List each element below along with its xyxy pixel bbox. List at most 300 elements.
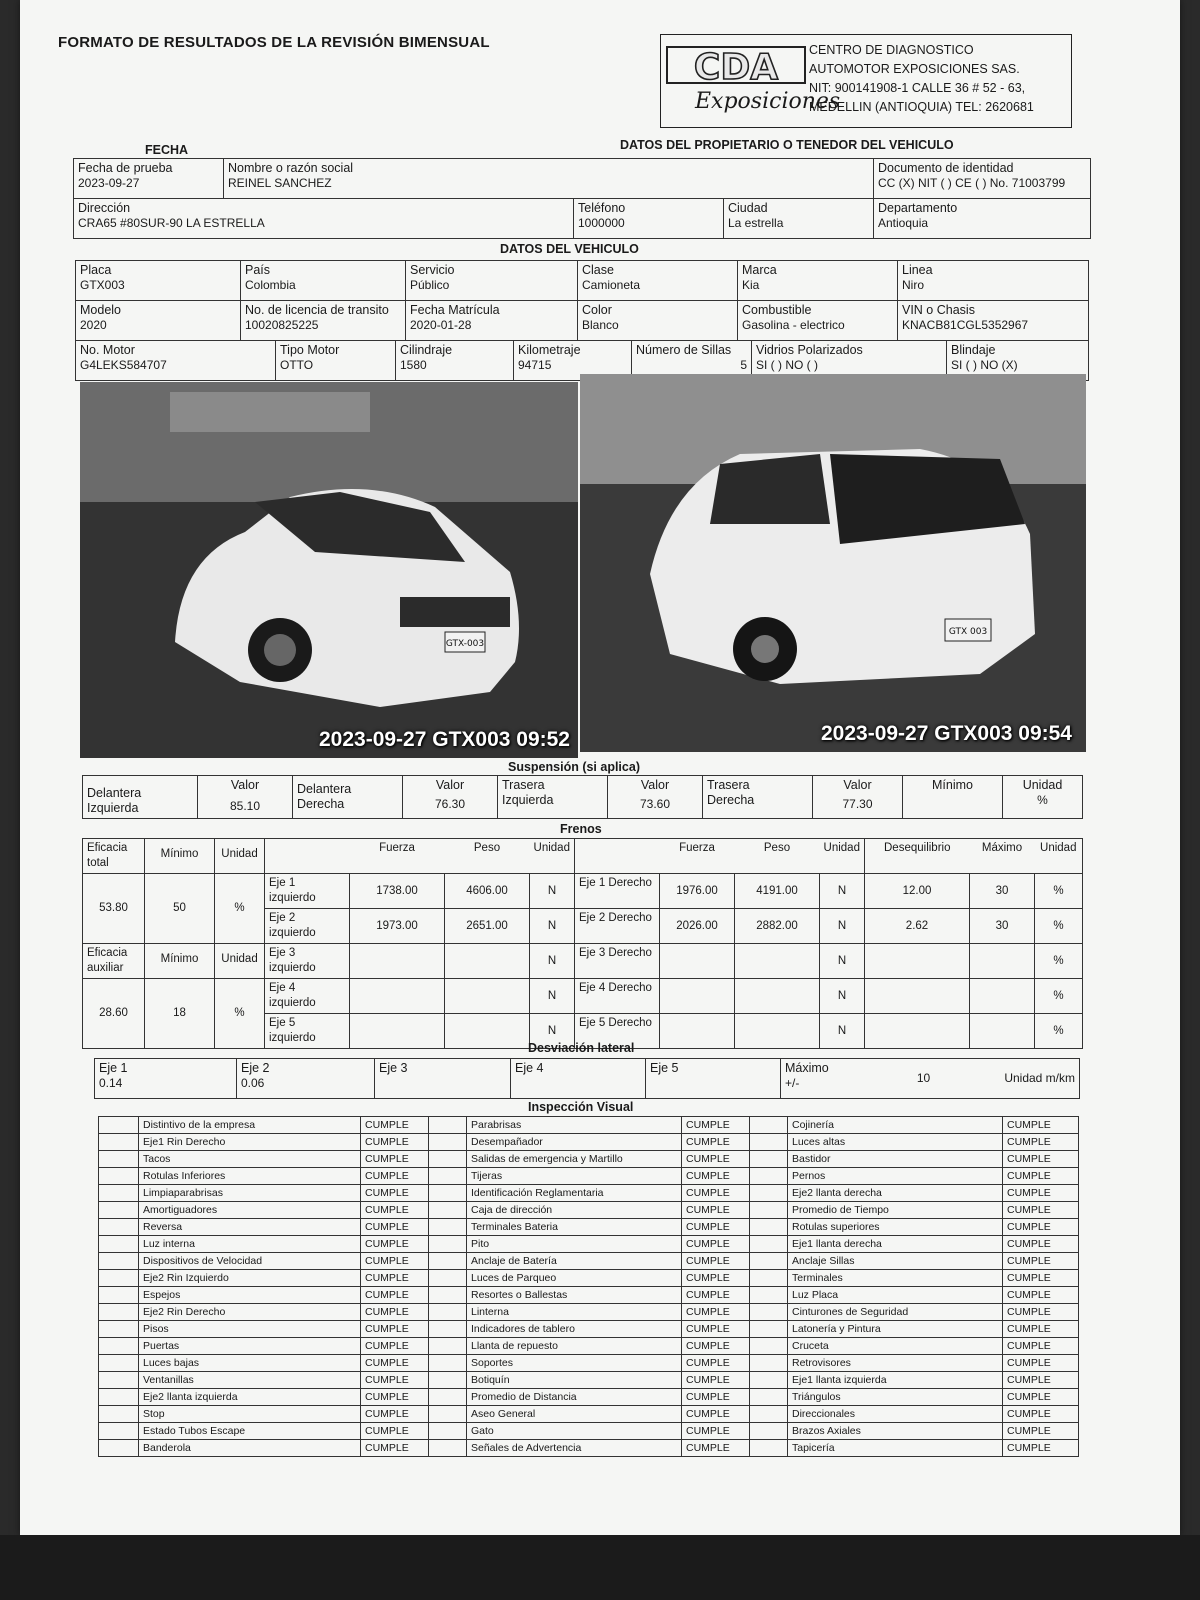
eje1-izq-peso: 4606.00 [445, 874, 530, 909]
eficacia-total-unit: % [215, 874, 265, 944]
susp-td-value: Valor 77.30 [813, 776, 903, 819]
inspection-row [99, 1372, 1079, 1389]
inspection-item-label: Eje2 Rin Izquierdo [139, 1270, 361, 1287]
row-spacer [750, 1321, 788, 1338]
inspection-item-label: Eje2 Rin Derecho [139, 1304, 361, 1321]
section-desviacion: Desviación lateral [528, 1041, 635, 1055]
inspection-item-label: Resortes o Ballestas [467, 1287, 682, 1304]
row-spacer [750, 1253, 788, 1270]
unidad-der-label: Unidad [820, 839, 865, 874]
inspection-item-label: Aseo General [467, 1406, 682, 1423]
inspection-row [99, 1117, 1079, 1134]
photo-timestamp: 2023-09-27 GTX003 09:52 [318, 728, 570, 751]
row-spacer [750, 1389, 788, 1406]
motor-cell: No. Motor G4LEKS584707 [76, 341, 276, 381]
row-index-blank [99, 1321, 139, 1338]
inspection-status: CUMPLE [361, 1253, 429, 1270]
inspection-status: CUMPLE [1003, 1287, 1079, 1304]
sillas-cell: Número de Sillas 5 [632, 341, 752, 381]
inspection-item-label: Espejos [139, 1287, 361, 1304]
inspection-status: CUMPLE [682, 1321, 750, 1338]
inspection-item-label: Rotulas superiores [788, 1219, 1003, 1236]
inspection-item-label: Stop [139, 1406, 361, 1423]
inspection-status: CUMPLE [1003, 1202, 1079, 1219]
eje5-der-fuerza [660, 1014, 735, 1049]
spacer [265, 839, 350, 874]
eje3-unit: % [1035, 944, 1083, 979]
inspection-status: CUMPLE [682, 1236, 750, 1253]
inspection-status: CUMPLE [1003, 1406, 1079, 1423]
row-index-blank [99, 1151, 139, 1168]
photo-timestamp: 2023-09-27 GTX003 09:54 [820, 722, 1072, 745]
row-index-blank [99, 1440, 139, 1457]
row-spacer [750, 1134, 788, 1151]
inspection-row [99, 1134, 1079, 1151]
row-spacer [429, 1168, 467, 1185]
eje3-deseq [865, 944, 970, 979]
row-spacer [750, 1168, 788, 1185]
cda-logo-box [660, 34, 1072, 128]
ciudad-cell: Ciudad La estrella [724, 199, 874, 239]
eje2-deseq: 2.62 [865, 909, 970, 944]
eje4-izq-label: Eje 4 izquierdo [265, 979, 350, 1014]
inspection-item-label: Luces de Parqueo [467, 1270, 682, 1287]
vin-cell: VIN o Chasis KNACB81CGL5352967 [898, 301, 1089, 341]
inspection-status: CUMPLE [361, 1151, 429, 1168]
eje2-der-unit: N [820, 909, 865, 944]
placa-cell: Placa GTX003 [76, 261, 241, 301]
maximo-label: Máximo [970, 839, 1035, 874]
inspection-status: CUMPLE [1003, 1372, 1079, 1389]
unidad-izq-label: Unidad [530, 839, 575, 874]
inspection-item-label: Pernos [788, 1168, 1003, 1185]
row-index-blank [99, 1134, 139, 1151]
row-spacer [429, 1304, 467, 1321]
eficacia-auxiliar-value: 28.60 [83, 979, 145, 1049]
inspection-item-label: Señales de Advertencia [467, 1440, 682, 1457]
row-spacer [429, 1202, 467, 1219]
row-spacer [429, 1219, 467, 1236]
nombre-cell: Nombre o razón social REINEL SANCHEZ [224, 159, 874, 199]
color-cell: Color Blanco [578, 301, 738, 341]
eficacia-auxiliar-label: Eficacia auxiliar [83, 944, 145, 979]
inspection-status: CUMPLE [361, 1287, 429, 1304]
eje3-izq-fuerza [350, 944, 445, 979]
inspection-item-label: Dispositivos de Velocidad [139, 1253, 361, 1270]
eje4-der-unit: N [820, 979, 865, 1014]
eje2-der-label: Eje 2 Derecho [575, 909, 660, 944]
eje3-izq-unit: N [530, 944, 575, 979]
row-index-blank [99, 1202, 139, 1219]
cda-company-info: CENTRO DE DIAGNOSTICO AUTOMOTOR EXPOSICIONES SAS. NIT: 900141908-1 CALLE 36 # 52 - 63, MEDELLIN (ANTIOQUIA) TEL: 2620681 [809, 43, 1034, 114]
inspection-status: CUMPLE [682, 1219, 750, 1236]
eje3-izq-peso [445, 944, 530, 979]
linea-cell: Linea Niro [898, 261, 1089, 301]
suspension-table [82, 775, 1083, 819]
eje4-izq-fuerza [350, 979, 445, 1014]
inspection-item-label: Banderola [139, 1440, 361, 1457]
row-spacer [429, 1372, 467, 1389]
inspection-status: CUMPLE [1003, 1236, 1079, 1253]
inspection-item-label: Cinturones de Seguridad [788, 1304, 1003, 1321]
direccion-cell: Dirección CRA65 #80SUR-90 LA ESTRELLA [74, 199, 574, 239]
susp-dd-value: Valor 76.30 [403, 776, 498, 819]
row-spacer [429, 1134, 467, 1151]
document-title: FORMATO DE RESULTADOS DE LA REVISIÓN BIMENSUAL [58, 34, 490, 51]
inspection-item-label: Promedio de Distancia [467, 1389, 682, 1406]
inspection-status: CUMPLE [361, 1168, 429, 1185]
inspection-item-label: Puertas [139, 1338, 361, 1355]
inspection-item-label: Botiquín [467, 1372, 682, 1389]
inspection-status: CUMPLE [682, 1168, 750, 1185]
susp-td-label: Trasera Derecha [703, 776, 813, 819]
eje3-der-peso [735, 944, 820, 979]
row-spacer [429, 1338, 467, 1355]
row-spacer [750, 1304, 788, 1321]
eje3-der-fuerza [660, 944, 735, 979]
row-index-blank [99, 1185, 139, 1202]
row-spacer [750, 1338, 788, 1355]
row-spacer [429, 1270, 467, 1287]
desv-unidad: Unidad m/km [959, 1059, 1080, 1099]
inspection-status: CUMPLE [682, 1151, 750, 1168]
inspection-row [99, 1406, 1079, 1423]
row-spacer [750, 1440, 788, 1457]
inspection-item-label: Pisos [139, 1321, 361, 1338]
row-spacer [750, 1151, 788, 1168]
inspection-item-label: Triángulos [788, 1389, 1003, 1406]
inspection-item-label: Soportes [467, 1355, 682, 1372]
inspection-item-label: Caja de dirección [467, 1202, 682, 1219]
inspection-item-label: Limpiaparabrisas [139, 1185, 361, 1202]
row-spacer [750, 1406, 788, 1423]
inspection-item-label: Brazos Axiales [788, 1423, 1003, 1440]
inspection-status: CUMPLE [682, 1355, 750, 1372]
eje1-izq-unit: N [530, 874, 575, 909]
row-index-blank [99, 1168, 139, 1185]
eje1-unit: % [1035, 874, 1083, 909]
cilindraje-cell: Cilindraje 1580 [396, 341, 514, 381]
inspection-status: CUMPLE [1003, 1219, 1079, 1236]
row-spacer [750, 1185, 788, 1202]
row-spacer [429, 1423, 467, 1440]
eje2-unit: % [1035, 909, 1083, 944]
car-front-image [80, 382, 578, 758]
licencia-cell: No. de licencia de transito 10020825225 [241, 301, 406, 341]
eje4-unit: % [1035, 979, 1083, 1014]
eje2-izq-unit: N [530, 909, 575, 944]
desviacion-table [94, 1058, 1080, 1099]
row-spacer [750, 1372, 788, 1389]
peso-der-label: Peso [735, 839, 820, 874]
inspection-item-label: Promedio de Tiempo [788, 1202, 1003, 1219]
inspection-item-label: Linterna [467, 1304, 682, 1321]
inspection-item-label: Terminales [788, 1270, 1003, 1287]
eje4-der-peso [735, 979, 820, 1014]
eje2-max: 30 [970, 909, 1035, 944]
section-inspeccion: Inspección Visual [528, 1100, 634, 1114]
row-spacer [750, 1202, 788, 1219]
inspection-item-label: Cojinería [788, 1117, 1003, 1134]
aux-unidad-label: Unidad [215, 944, 265, 979]
deseq-unidad-label: Unidad [1035, 839, 1083, 874]
blindaje-cell: Blindaje SI ( ) NO (X) [947, 341, 1089, 381]
inspection-status: CUMPLE [361, 1236, 429, 1253]
eje4-izq-unit: N [530, 979, 575, 1014]
inspection-item-label: Parabrisas [467, 1117, 682, 1134]
inspection-row [99, 1304, 1079, 1321]
vidrios-cell: Vidrios Polarizados SI ( ) NO ( ) [752, 341, 947, 381]
inspection-status: CUMPLE [361, 1304, 429, 1321]
eje1-izq-label: Eje 1 izquierdo [265, 874, 350, 909]
kilometraje-cell: Kilometraje 94715 [514, 341, 632, 381]
susp-di-label: Delantera Izquierda [83, 776, 198, 819]
eje1-der-fuerza: 1976.00 [660, 874, 735, 909]
inspection-status: CUMPLE [361, 1117, 429, 1134]
inspection-status: CUMPLE [1003, 1134, 1079, 1151]
inspection-item-label: Eje1 llanta derecha [788, 1236, 1003, 1253]
peso-izq-label: Peso [445, 839, 530, 874]
vehicle-table [75, 260, 1089, 341]
inspection-item-label: Retrovisores [788, 1355, 1003, 1372]
row-index-blank [99, 1236, 139, 1253]
inspection-status: CUMPLE [1003, 1185, 1079, 1202]
inspection-row [99, 1321, 1079, 1338]
inspection-item-label: Latonería y Pintura [788, 1321, 1003, 1338]
section-propietario: DATOS DEL PROPIETARIO O TENEDOR DEL VEHICULO [620, 138, 954, 152]
inspection-item-label: Luces altas [788, 1134, 1003, 1151]
row-spacer [429, 1151, 467, 1168]
fuerza-izq-label: Fuerza [350, 839, 445, 874]
inspection-status: CUMPLE [682, 1185, 750, 1202]
inspeccion-visual-table [98, 1116, 1079, 1457]
inspection-item-label: Reversa [139, 1219, 361, 1236]
inspection-item-label: Eje2 llanta izquierda [139, 1389, 361, 1406]
inspection-row [99, 1355, 1079, 1372]
inspection-item-label: Direccionales [788, 1406, 1003, 1423]
inspection-row [99, 1236, 1079, 1253]
row-spacer [429, 1185, 467, 1202]
inspection-item-label: Llanta de repuesto [467, 1338, 682, 1355]
inspection-item-label: Gato [467, 1423, 682, 1440]
vehicle-photo-front [80, 382, 578, 758]
row-index-blank [99, 1287, 139, 1304]
inspection-status: CUMPLE [361, 1321, 429, 1338]
total-unidad-label: Unidad [215, 839, 265, 874]
row-index-blank [99, 1423, 139, 1440]
inspection-status: CUMPLE [1003, 1151, 1079, 1168]
cda-logo-subtitle: Exposiciones [695, 89, 841, 114]
vehicle-photo-rear [580, 374, 1086, 752]
clase-cell: Clase Camioneta [578, 261, 738, 301]
row-spacer [750, 1355, 788, 1372]
row-index-blank [99, 1219, 139, 1236]
inspection-status: CUMPLE [361, 1202, 429, 1219]
inspection-item-label: Estado Tubos Escape [139, 1423, 361, 1440]
row-index-blank [99, 1355, 139, 1372]
inspection-item-label: Salidas de emergencia y Martillo [467, 1151, 682, 1168]
eje2-izq-fuerza: 1973.00 [350, 909, 445, 944]
row-spacer [429, 1287, 467, 1304]
inspection-status: CUMPLE [1003, 1338, 1079, 1355]
row-spacer [429, 1321, 467, 1338]
inspection-row [99, 1168, 1079, 1185]
documento-cell: Documento de identidad CC (X) NIT ( ) CE ( ) No. 71003799 [874, 159, 1091, 199]
eje4-deseq [865, 979, 970, 1014]
row-index-blank [99, 1304, 139, 1321]
inspection-status: CUMPLE [361, 1389, 429, 1406]
servicio-cell: Servicio Público [406, 261, 578, 301]
row-index-blank [99, 1372, 139, 1389]
susp-unidad: Unidad % [1003, 776, 1083, 819]
inspection-item-label: Tacos [139, 1151, 361, 1168]
inspection-item-label: Ventanillas [139, 1372, 361, 1389]
inspection-status: CUMPLE [682, 1440, 750, 1457]
svg-text:CDA: CDA [693, 47, 779, 87]
inspection-status: CUMPLE [682, 1287, 750, 1304]
inspection-status: CUMPLE [682, 1253, 750, 1270]
inspection-status: CUMPLE [361, 1355, 429, 1372]
modelo-cell: Modelo 2020 [76, 301, 241, 341]
row-spacer [750, 1219, 788, 1236]
inspection-row [99, 1202, 1079, 1219]
inspection-item-label: Identificación Reglamentaria [467, 1185, 682, 1202]
row-index-blank [99, 1117, 139, 1134]
inspection-status: CUMPLE [361, 1440, 429, 1457]
fuerza-der-label: Fuerza [660, 839, 735, 874]
eje5-der-unit: N [820, 1014, 865, 1049]
desv-eje4: Eje 4 [511, 1059, 646, 1099]
eje3-izq-label: Eje 3 izquierdo [265, 944, 350, 979]
pais-cell: País Colombia [241, 261, 406, 301]
telefono-cell: Teléfono 1000000 [574, 199, 724, 239]
row-index-blank [99, 1406, 139, 1423]
row-index-blank [99, 1338, 139, 1355]
inspection-status: CUMPLE [1003, 1117, 1079, 1134]
inspection-item-label: Eje2 llanta derecha [788, 1185, 1003, 1202]
background-fabric [0, 1535, 1200, 1600]
row-spacer [429, 1440, 467, 1457]
eficacia-total-label: Eficacia total [83, 839, 145, 874]
inspection-item-label: Rotulas Inferiores [139, 1168, 361, 1185]
section-vehiculo: DATOS DEL VEHICULO [500, 242, 639, 256]
eje1-der-unit: N [820, 874, 865, 909]
eje5-deseq [865, 1014, 970, 1049]
inspection-status: CUMPLE [1003, 1270, 1079, 1287]
inspection-status: CUMPLE [1003, 1253, 1079, 1270]
inspection-status: CUMPLE [682, 1338, 750, 1355]
row-spacer [429, 1389, 467, 1406]
eje2-der-fuerza: 2026.00 [660, 909, 735, 944]
inspection-status: CUMPLE [1003, 1389, 1079, 1406]
inspection-status: CUMPLE [682, 1134, 750, 1151]
inspection-item-label: Indicadores de tablero [467, 1321, 682, 1338]
eje2-der-peso: 2882.00 [735, 909, 820, 944]
inspection-status: CUMPLE [361, 1219, 429, 1236]
desv-eje1: Eje 1 0.14 [95, 1059, 237, 1099]
total-minimo-label: Mínimo [145, 839, 215, 874]
row-spacer [750, 1117, 788, 1134]
row-spacer [750, 1287, 788, 1304]
inspection-row [99, 1423, 1079, 1440]
section-frenos: Frenos [560, 822, 602, 836]
eje1-izq-fuerza: 1738.00 [350, 874, 445, 909]
inspection-status: CUMPLE [361, 1185, 429, 1202]
inspection-item-label: Bastidor [788, 1151, 1003, 1168]
eficacia-total-min: 50 [145, 874, 215, 944]
inspection-item-label: Luz interna [139, 1236, 361, 1253]
inspection-item-label: Terminales Bateria [467, 1219, 682, 1236]
eje5-izq-fuerza [350, 1014, 445, 1049]
inspection-status: CUMPLE [1003, 1440, 1079, 1457]
inspection-item-label: Pito [467, 1236, 682, 1253]
inspection-item-label: Eje1 Rin Derecho [139, 1134, 361, 1151]
desequilibrio-label: Desequilibrio [865, 839, 970, 874]
eje5-izq-label: Eje 5 izquierdo [265, 1014, 350, 1049]
combustible-cell: Combustible Gasolina - electrico [738, 301, 898, 341]
inspection-status: CUMPLE [682, 1372, 750, 1389]
row-spacer [429, 1406, 467, 1423]
eje2-izq-label: Eje 2 izquierdo [265, 909, 350, 944]
row-spacer [429, 1236, 467, 1253]
eje4-max [970, 979, 1035, 1014]
section-suspension: Suspensión (si aplica) [508, 760, 640, 774]
inspection-status: CUMPLE [682, 1406, 750, 1423]
inspection-status: CUMPLE [361, 1406, 429, 1423]
inspection-item-label: Tijeras [467, 1168, 682, 1185]
eje3-der-label: Eje 3 Derecho [575, 944, 660, 979]
section-fecha: FECHA [145, 143, 189, 157]
inspection-row [99, 1287, 1079, 1304]
spacer [575, 839, 660, 874]
inspection-status: CUMPLE [361, 1134, 429, 1151]
eje3-max [970, 944, 1035, 979]
desv-eje2: Eje 2 0.06 [237, 1059, 375, 1099]
inspection-item-label: Anclaje Sillas [788, 1253, 1003, 1270]
eje5-unit: % [1035, 1014, 1083, 1049]
desv-eje5: Eje 5 [646, 1059, 781, 1099]
inspection-item-label: Eje1 llanta izquierda [788, 1372, 1003, 1389]
row-spacer [750, 1423, 788, 1440]
eje4-izq-peso [445, 979, 530, 1014]
susp-ti-value: Valor 73.60 [608, 776, 703, 819]
susp-ti-label: Trasera Izquierda [498, 776, 608, 819]
inspection-status: CUMPLE [682, 1304, 750, 1321]
eficacia-auxiliar-unit: % [215, 979, 265, 1049]
matricula-cell: Fecha Matrícula 2020-01-28 [406, 301, 578, 341]
inspection-row [99, 1338, 1079, 1355]
inspection-status: CUMPLE [682, 1389, 750, 1406]
inspection-row [99, 1219, 1079, 1236]
row-index-blank [99, 1389, 139, 1406]
inspection-status: CUMPLE [682, 1117, 750, 1134]
row-spacer [429, 1355, 467, 1372]
inspection-item-label: Cruceta [788, 1338, 1003, 1355]
row-spacer [429, 1117, 467, 1134]
desv-eje3: Eje 3 [375, 1059, 511, 1099]
eje5-izq-peso [445, 1014, 530, 1049]
eje5-der-label: Eje 5 Derecho [575, 1014, 660, 1049]
svg-text:GTX 003: GTX 003 [948, 627, 988, 637]
inspection-status: CUMPLE [361, 1338, 429, 1355]
desv-maximo-label: Máximo +/- [781, 1059, 889, 1099]
eje3-der-unit: N [820, 944, 865, 979]
row-spacer [429, 1253, 467, 1270]
eficacia-total-value: 53.80 [83, 874, 145, 944]
row-spacer [750, 1270, 788, 1287]
inspection-item-label: Luces bajas [139, 1355, 361, 1372]
svg-text:GTX-003: GTX-003 [445, 639, 485, 649]
